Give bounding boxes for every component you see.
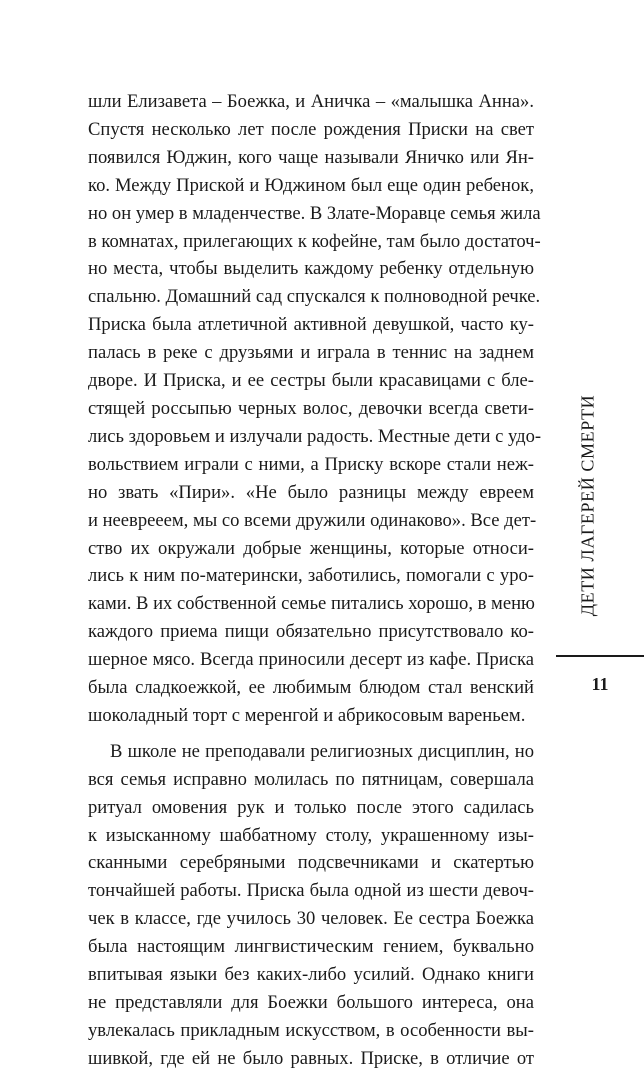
- text-line: но он умер в младенчестве. В Злате-Моравце семья жила: [88, 202, 541, 224]
- text-line: вольствием играли с ними, а Приску вскоре стали неж-: [88, 453, 534, 475]
- text-line: вся семья исправно молилась по пятницам, совершала: [88, 768, 534, 790]
- text-line: шли Елизавета – Боежка, и Аничка – «малышка Анна».: [88, 91, 534, 112]
- text-line: лись здоровьем и излучали радость. Местные дети с удо-: [88, 425, 542, 447]
- text-line: к изысканному шаббатному столу, украшенному изы-: [88, 824, 534, 846]
- text-line: стящей россыпью черных волос, девочки всегда свети-: [88, 397, 534, 419]
- text-line: но звать «Пири». «Не было разницы между евреем: [88, 481, 534, 503]
- paragraph-gap: [88, 730, 534, 738]
- page-number: 11: [591, 674, 609, 694]
- text-line: В школе не преподавали религиозных дисциплин, но: [110, 740, 534, 762]
- text-line: ко. Между Приской и Юджином был еще один ребенок,: [88, 174, 534, 196]
- text-line: шерное мясо. Всегда приносили десерт из кафе. Приска: [88, 649, 534, 671]
- text-line: была сладкоежкой, ее любимым блюдом стал венский: [88, 677, 534, 699]
- paragraph-1: [88, 88, 542, 730]
- text-line: появился Юджин, кого чаще называли Яничко или Ян-: [88, 146, 534, 168]
- text-line: дворе. И Приска, и ее сестры были красавицами с бле-: [88, 370, 534, 392]
- text-line: чек в классе, где училось 30 человек. Ее сестра Боежка: [88, 908, 534, 930]
- text-line: была настоящим лингвистическим гением, буквально: [88, 936, 534, 958]
- text-line: в комнатах, прилегающих к кофейне, там было достаточ-: [88, 230, 541, 252]
- text-line: но места, чтобы выделить каждому ребенку отдельную: [88, 258, 534, 280]
- text-line: тончайшей работы. Приска была одной из шести девоч-: [88, 880, 534, 902]
- text-line: сканными серебряными подсвечниками и скатертью: [88, 852, 534, 874]
- running-head-text: ДЕТИ ЛАГЕРЕЙ СМЕРТИ: [577, 394, 598, 616]
- text-line: спальню. Домашний сад спускался к полноводной речке.: [88, 286, 541, 308]
- text-line: впитывая языки без каких-либо усилий. Однако книги: [88, 964, 534, 986]
- text-line: ками. В их собственной семье питались хорошо, в меню: [88, 593, 535, 615]
- paragraph-2: [88, 738, 534, 1073]
- text-line: лись к ним по-матерински, заботились, помогали с уро-: [88, 565, 534, 587]
- text-line: и нееврееем, мы со всеми дружили одинаково». Все дет-: [88, 509, 537, 531]
- text-line: шоколадный торт с меренгой и абрикосовым вареньем.: [88, 704, 526, 726]
- text-line: не представляли для Боежки большого интереса, она: [88, 992, 534, 1013]
- text-line: шивкой, где ей не было равных. Приске, в отличие от: [88, 1047, 534, 1069]
- text-line: ство их окружали добрые женщины, которые относи-: [88, 537, 534, 559]
- text-line: ритуал омовения рук и только после этого садилась: [88, 796, 534, 818]
- body-text: [88, 88, 542, 1073]
- text-line: Приска была атлетичной активной девушкой, часто ку-: [88, 314, 534, 336]
- running-head: [568, 360, 608, 650]
- text-line: увлекалась прикладным искусством, в особенности вы-: [88, 1019, 534, 1041]
- text-line: Спустя несколько лет после рождения Приски на свет: [88, 118, 534, 140]
- text-line: палась в реке с друзьями и играла в теннис на заднем: [88, 342, 534, 364]
- text-line: каждого приема пищи обязательно присутствовало ко-: [88, 621, 534, 643]
- margin-rule: [556, 655, 644, 657]
